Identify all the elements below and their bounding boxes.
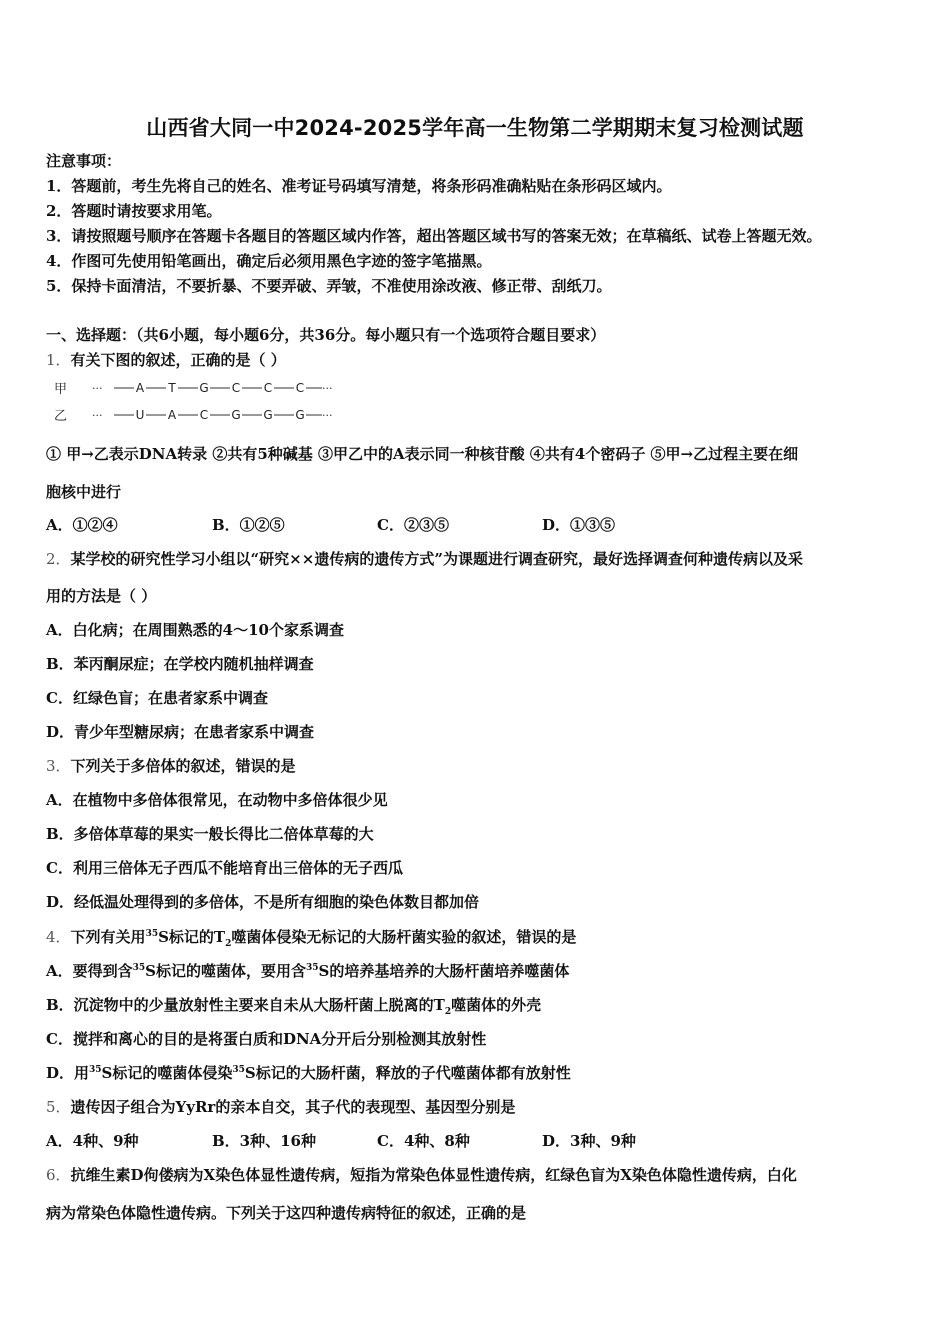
q1-option-a[interactable]: A．①②④ <box>46 516 118 534</box>
question-number: 3． <box>46 757 71 775</box>
figure-base-bottom-2: C <box>199 408 209 422</box>
question-number: 5． <box>46 1098 71 1116</box>
figure-dots-right-top: ··· <box>322 382 333 395</box>
q3-option-a[interactable]: A．在植物中多倍体很常见，在动物中多倍体很少见 <box>46 791 388 809</box>
q3-option-d[interactable]: D．经低温处理得到的多倍体，不是所有细胞的染色体数目都加倍 <box>46 893 480 911</box>
q2-option-c[interactable]: C．红绿色盲；在患者家系中调查 <box>46 689 268 707</box>
notice-item-2: 2．答题时请按要求用笔。 <box>46 202 222 220</box>
figure-label-jia: 甲 <box>54 382 68 397</box>
question-4-stem: 4．下列有关用$^{35}$S标记的$T_2$噬菌体侵染无标记的大肠杆菌实验的叙述，错误的是 <box>46 928 577 949</box>
notice-item-1: 1．答题前，考生先将自己的姓名、准考证号码填写清楚，将条形码准确粘贴在条形码区域内。 <box>46 177 672 195</box>
figure-dots-left-top: ··· <box>92 382 103 395</box>
question-6-stem: 6．抗维生素D佝偻病为X染色体显性遗传病，短指为常染色体显性遗传病，红绿色盲为X染色体隐性遗传病，白化 <box>46 1166 797 1184</box>
notice-heading: 注意事项： <box>46 152 122 170</box>
question-1-statements: ① 甲→乙表示DNA转录 ②共有5种碱基 ③甲乙中的A表示同一种核苷酸 ④共有4个密码子 ⑤甲→乙过程主要在细 <box>46 445 799 463</box>
question-6-stem-cont: 病为常染色体隐性遗传病。下列关于这四种遗传病特征的叙述，正确的是 <box>46 1204 527 1222</box>
q2-option-a[interactable]: A．白化病；在周围熟悉的4～10个家系调查 <box>46 621 344 639</box>
q5-option-b[interactable]: B．3种、16种 <box>212 1132 316 1150</box>
figure-base-top-1: T <box>168 381 176 395</box>
figure-base-bottom-1: A <box>167 408 177 422</box>
figure-base-top-2: G <box>199 381 209 395</box>
notice-item-4: 4．作图可先使用铅笔画出，确定后必须用黑色字迹的签字笔描黑。 <box>46 252 492 270</box>
q5-option-c[interactable]: C．4种、8种 <box>377 1132 470 1150</box>
q4-option-a[interactable]: A．要得到含$^{35}$S标记的噬菌体，要用含$^{35}$S的培养基培养的大肠杆菌培养噬菌体 <box>46 962 570 980</box>
question-2-stem-cont: 用的方法是（ ） <box>46 587 157 605</box>
q5-option-a[interactable]: A．4种、9种 <box>46 1132 139 1150</box>
q4-option-b[interactable]: B．沉淀物中的少量放射性主要来自未从大肠杆菌上脱离的$T_2$噬菌体的外壳 <box>46 996 542 1017</box>
question-3-stem: 3．下列关于多倍体的叙述，错误的是 <box>46 757 296 775</box>
question-number: 6． <box>46 1166 71 1184</box>
transcription-figure <box>50 378 350 426</box>
q4-option-c[interactable]: C．搅拌和离心的目的是将蛋白质和DNA分开后分别检测其放射性 <box>46 1030 487 1048</box>
q3-option-b[interactable]: B．多倍体草莓的果实一般长得比二倍体草莓的大 <box>46 825 374 843</box>
question-number: 1． <box>46 351 71 369</box>
figure-base-bottom-0: U <box>135 408 145 422</box>
question-1-statements-cont: 胞核中进行 <box>46 483 122 501</box>
q2-option-b[interactable]: B．苯丙酮尿症；在学校内随机抽样调查 <box>46 655 314 673</box>
question-2-stem: 2．某学校的研究性学习小组以“研究××遗传病的遗传方式”为课题进行调查研究，最好选择调查何种遗传病以及采 <box>46 550 803 568</box>
figure-base-bottom-5: G <box>295 408 305 422</box>
figure-base-bottom-4: G <box>263 408 273 422</box>
page-title: 山西省大同一中2024-2025学年高一生物第二学期期末复习检测试题 <box>146 116 804 140</box>
figure-base-bottom-3: G <box>231 408 241 422</box>
q1-option-c[interactable]: C．②③⑤ <box>377 516 449 534</box>
q1-option-d[interactable]: D．①③⑤ <box>542 516 616 534</box>
figure-base-top-0: A <box>135 381 145 395</box>
q1-option-b[interactable]: B．①②⑤ <box>212 516 285 534</box>
q3-option-c[interactable]: C．利用三倍体无子西瓜不能培育出三倍体的无子西瓜 <box>46 859 403 877</box>
question-number: 4． <box>46 928 71 946</box>
figure-dots-left-bottom: ··· <box>92 409 103 422</box>
question-5-stem: 5．遗传因子组合为YyRr的亲本自交，其子代的表现型、基因型分别是 <box>46 1098 516 1116</box>
q4-option-d[interactable]: D．用$^{35}$S标记的噬菌体侵染$^{35}$S标记的大肠杆菌，释放的子代噬菌体都有放射性 <box>46 1064 571 1082</box>
figure-base-top-5: C <box>295 381 305 395</box>
figure-base-top-3: C <box>231 381 241 395</box>
figure-base-top-4: C <box>263 381 273 395</box>
notice-item-3: 3．请按照题号顺序在答题卡各题目的答题区域内作答，超出答题区域书写的答案无效；在草稿纸、试卷上答题无效。 <box>46 227 822 245</box>
figure-dots-right-bottom: ··· <box>322 409 333 422</box>
q5-option-d[interactable]: D．3种、9种 <box>542 1132 636 1150</box>
notice-item-5: 5．保持卡面清洁，不要折暴、不要弄破、弄皱，不准使用涂改液、修正带、刮纸刀。 <box>46 277 612 295</box>
section-header: 一、选择题：（共6小题，每小题6分，共36分。每小题只有一个选项符合题目要求） <box>46 326 606 344</box>
q2-option-d[interactable]: D．青少年型糖尿病；在患者家系中调查 <box>46 723 315 741</box>
question-1-stem: 1．有关下图的叙述，正确的是（ ） <box>46 351 286 369</box>
figure-label-yi: 乙 <box>54 409 68 424</box>
question-number: 2． <box>46 550 71 568</box>
